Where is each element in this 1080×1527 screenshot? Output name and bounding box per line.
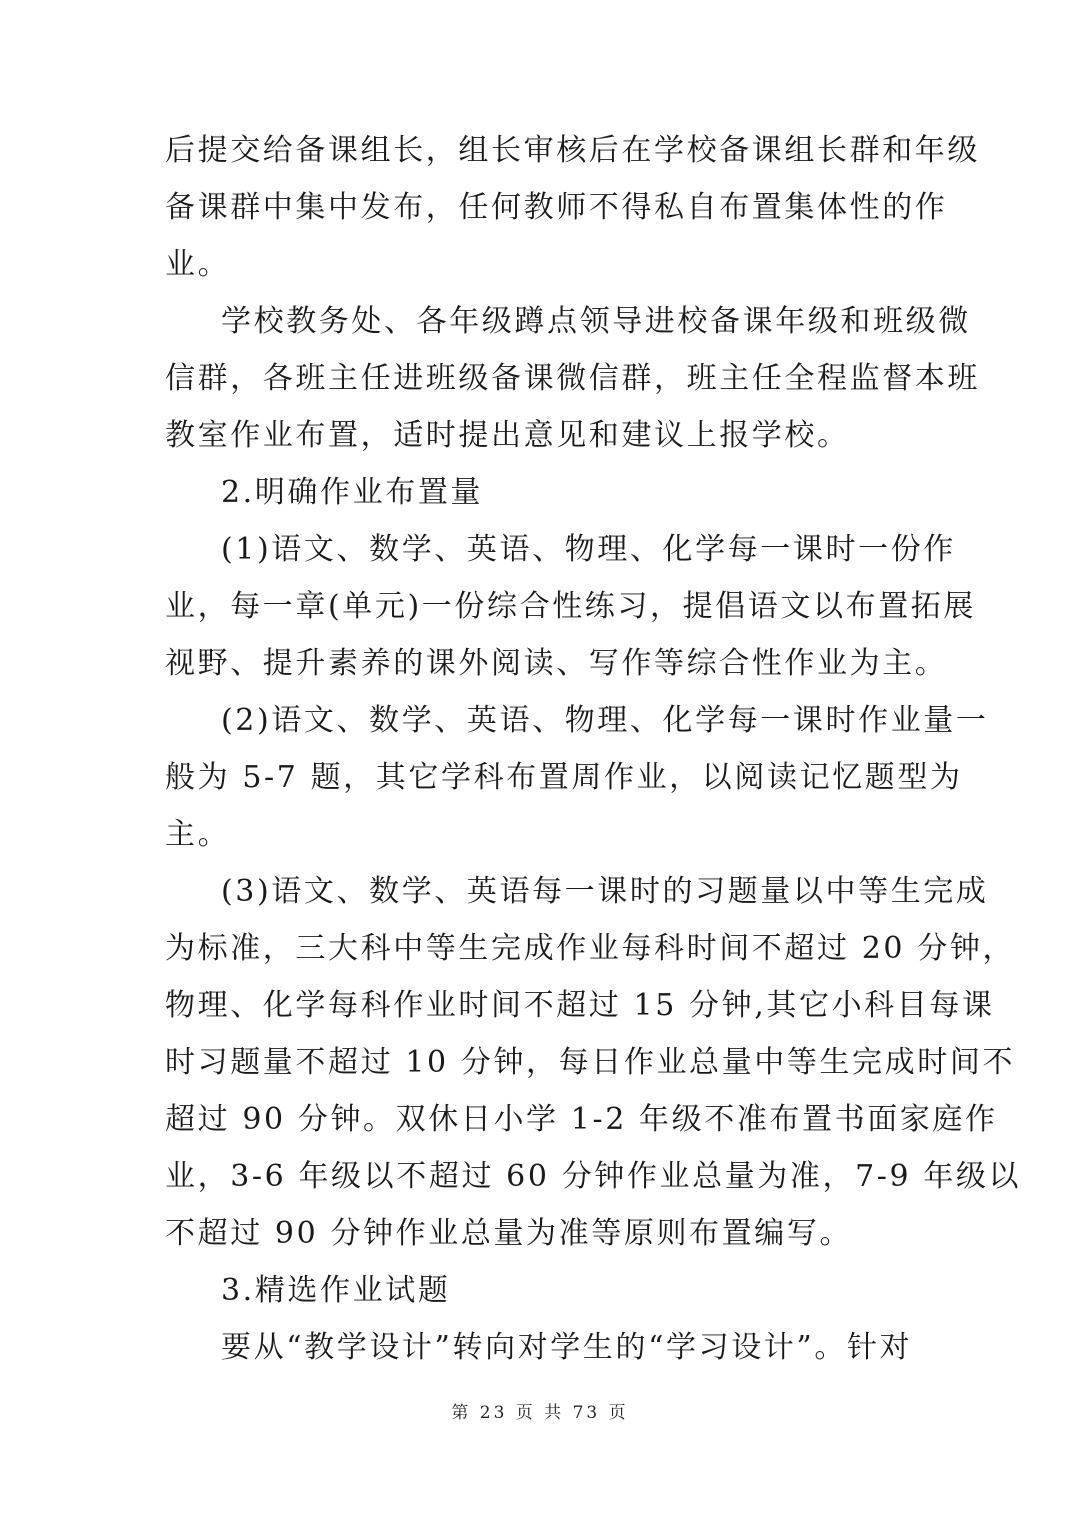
paragraph-line: 业，每一章(单元)一份综合性练习，提倡语文以布置拓展 [165,589,977,624]
paragraph-line: 业，3-6 年级以不超过 60 分钟作业总量为准，7-9 年级以 [165,1159,1022,1194]
section-heading: 2.明确作业布置量 [221,475,484,510]
paragraph-line: 备课群中集中发布，任何教师不得私自布置集体性的作 [165,190,948,225]
section-heading: 3.精选作业试题 [221,1273,451,1308]
paragraph-line: 般为 5-7 题，其它学科布置周作业，以阅读记忆题型为 [165,760,963,795]
paragraph-line: 物理、化学每科作业时间不超过 15 分钟,其它小科目每课 [165,988,995,1023]
paragraph-line: 为标准，三大科中等生完成作业每科时间不超过 20 分钟， [165,931,1016,966]
paragraph-line: (1)语文、数学、英语、物理、化学每一课时一份作 [221,532,956,567]
paragraph-line: 超过 90 分钟。双休日小学 1-2 年级不准布置书面家庭作 [165,1102,998,1137]
paragraph-line: (3)语文、数学、英语每一课时的习题量以中等生完成 [221,874,989,909]
page-number-footer: 第 23 页 共 73 页 [451,1403,629,1423]
paragraph-line: 要从“教学设计”转向对学生的“学习设计”。针对 [221,1330,913,1365]
paragraph-line: 不超过 90 分钟作业总量为准等原则布置编写。 [165,1216,853,1251]
paragraph-line: 后提交给备课组长，组长审核后在学校备课组长群和年级 [165,133,980,168]
paragraph-line: 视野、提升素养的课外阅读、写作等综合性作业为主。 [165,646,948,681]
paragraph-line: (2)语文、数学、英语、物理、化学每一课时作业量一 [221,703,989,738]
paragraph-line: 信群，各班主任进班级备课微信群，班主任全程监督本班 [165,361,980,396]
paragraph-line: 主。 [165,817,231,852]
paragraph-line: 教室作业布置，适时提出意见和建议上报学校。 [165,418,850,453]
paragraph-line: 时习题量不超过 10 分钟，每日作业总量中等生完成时间不 [165,1045,1016,1080]
paragraph-line: 学校教务处、各年级蹲点领导进校备课年级和班级微 [221,304,971,339]
paragraph-line: 业。 [165,247,231,282]
